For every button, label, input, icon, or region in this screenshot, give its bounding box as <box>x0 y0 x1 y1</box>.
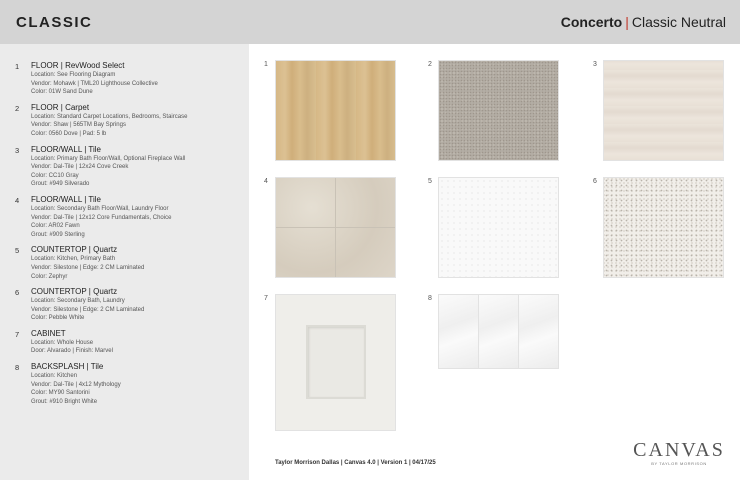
spec-line: Vendor: Dal-Tile | 12x24 Cove Creek <box>31 164 129 171</box>
logo-mark: CANVAS <box>633 439 725 461</box>
swatch-number-8: 8 <box>428 295 432 302</box>
spec-line: Vendor: Silestone | Edge: 2 CM Laminated <box>31 264 145 271</box>
spec-line: Location: Kitchen <box>31 373 78 380</box>
spec-item <box>15 103 241 139</box>
spec-item <box>15 145 241 189</box>
spec-line: Grout: #949 Silverado <box>31 181 90 188</box>
spec-line: Color: AR02 Fawn <box>31 223 80 230</box>
spec-title: FLOOR | Carpet <box>31 102 90 112</box>
page-title: CLASSIC <box>16 13 93 31</box>
spec-number: 8 <box>15 363 20 373</box>
spec-number: 6 <box>15 288 20 298</box>
spec-line: Color: Zephyr <box>31 273 68 280</box>
spec-item <box>15 362 241 406</box>
swatch-number-4: 4 <box>264 178 268 185</box>
swatch-number-7: 7 <box>264 295 268 302</box>
backsplash-tile <box>519 295 558 368</box>
quartz-pebble-white-swatch <box>603 177 724 278</box>
cabinet-door-panel <box>306 325 366 399</box>
spec-line: Color: 0560 Dove | Pad: 5 lb <box>31 130 107 137</box>
spec-number: 3 <box>15 145 20 155</box>
spec-line: Location: Secondary Bath, Laundry <box>31 298 125 305</box>
spec-item <box>15 195 241 239</box>
footer-caption: Taylor Morrison Dallas | Canvas 4.0 | Version 1 | 04/17/25 <box>275 460 436 466</box>
spec-title: FLOOR | RevWood Select <box>31 61 125 70</box>
scheme-title <box>561 14 726 30</box>
spec-list <box>0 44 249 480</box>
spec-line: Color: 01W Sand Dune <box>31 89 93 96</box>
wood-floor-swatch <box>275 60 396 161</box>
spec-title: BACKSPLASH | Tile <box>31 362 104 372</box>
spec-item <box>15 61 241 97</box>
cabinet-door-swatch <box>275 294 396 431</box>
spec-line: Vendor: Dal-Tile | 4x12 Mythology <box>31 381 121 388</box>
title-separator: | <box>625 14 629 30</box>
spec-line: Color: CC10 Gray <box>31 172 79 179</box>
swatch-number-6: 6 <box>593 178 597 185</box>
collection-name: Concerto <box>560 14 623 30</box>
spec-line: Location: Primary Bath Floor/Wall, Optional Fireplace Wall <box>31 155 186 162</box>
spec-line: Color: Pebble White <box>31 315 85 322</box>
spec-line: Vendor: Mohawk | TML20 Lighthouse Collective <box>31 80 158 87</box>
spec-line: Grout: #909 Sterling <box>31 231 85 238</box>
spec-number: 7 <box>15 329 20 339</box>
scheme-name: Classic Neutral <box>631 14 726 30</box>
spec-item <box>15 287 241 323</box>
spec-title: COUNTERTOP | Quartz <box>31 287 118 297</box>
spec-line: Door: Alvarado | Finish: Marvel <box>31 348 113 355</box>
spec-number: 5 <box>15 246 20 256</box>
spec-item <box>15 245 241 281</box>
swatch-number-5: 5 <box>428 178 432 185</box>
backsplash-tile-swatch <box>438 294 559 369</box>
spec-line: Vendor: Silestone | Edge: 2 CM Laminated <box>31 306 145 313</box>
spec-line: Location: Secondary Bath Floor/Wall, Laundry Floor <box>31 205 169 212</box>
quartz-zephyr-swatch <box>438 177 559 278</box>
spec-line: Grout: #910 Bright White <box>31 398 98 405</box>
page-header <box>0 0 740 44</box>
spec-title: COUNTERTOP | Quartz <box>31 245 118 255</box>
canvas-logo <box>630 440 728 466</box>
spec-line: Location: Standard Carpet Locations, Bedrooms, Staircase <box>31 113 188 120</box>
spec-line: Vendor: Shaw | 565TM Bay Springs <box>31 122 126 129</box>
spec-line: Location: See Flooring Diagram <box>31 72 116 78</box>
spec-number: 1 <box>15 62 20 71</box>
spec-line: Color: MY90 Santorini <box>31 390 90 397</box>
spec-line: Vendor: Dal-Tile | 12x12 Core Fundamentals, Choice <box>31 214 172 221</box>
spec-line: Location: Whole House <box>31 339 94 346</box>
swatch-number-3: 3 <box>593 61 597 68</box>
swatch-number-1: 1 <box>264 61 268 68</box>
spec-number: 2 <box>15 103 20 113</box>
spec-number: 4 <box>15 195 20 205</box>
carpet-swatch <box>438 60 559 161</box>
spec-line: Location: Kitchen, Primary Bath <box>31 256 116 263</box>
secondary-bath-tile-swatch <box>275 177 396 278</box>
primary-bath-tile-swatch <box>603 60 724 161</box>
swatch-number-2: 2 <box>428 61 432 68</box>
spec-title: FLOOR/WALL | Tile <box>31 144 101 154</box>
backsplash-tile <box>439 295 479 368</box>
spec-item <box>15 329 241 356</box>
spec-title: FLOOR/WALL | Tile <box>31 194 101 204</box>
spec-title: CABINET <box>31 328 66 338</box>
logo-subtitle: BY TAYLOR MORRISON <box>651 461 707 466</box>
backsplash-tile <box>479 295 519 368</box>
